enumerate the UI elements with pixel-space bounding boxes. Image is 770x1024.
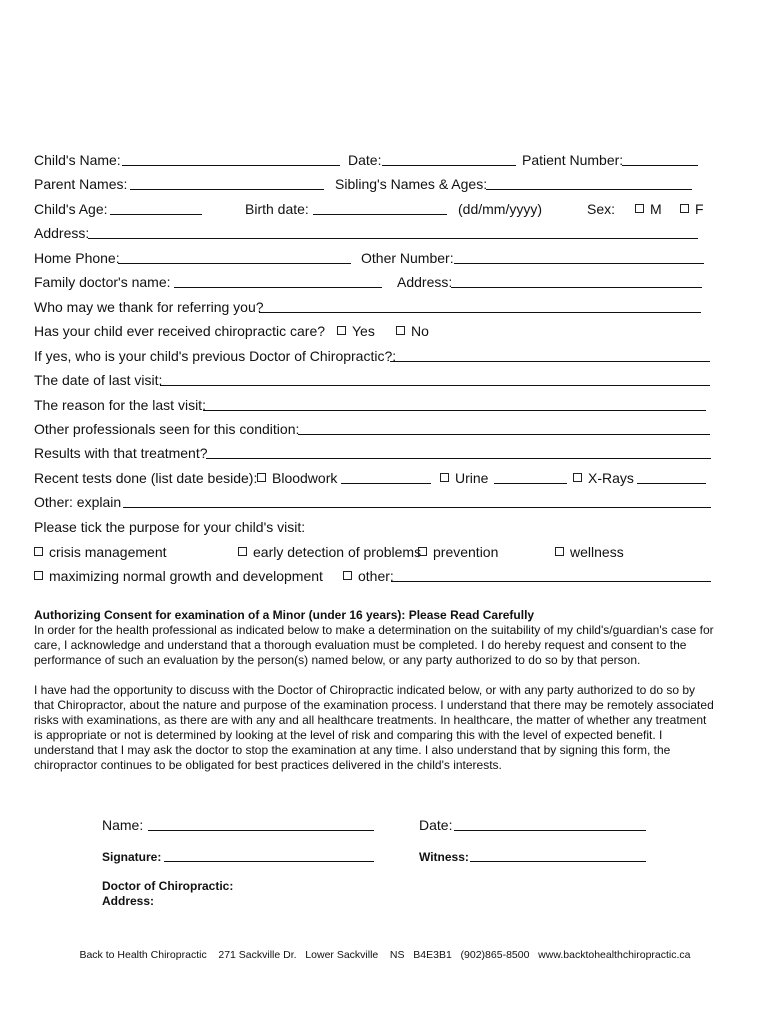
sign-date-label: Date:	[419, 817, 453, 833]
sign-date-field[interactable]	[454, 830, 646, 831]
checkbox-icon	[396, 326, 405, 335]
name-field[interactable]	[148, 830, 374, 831]
consent-heading: Authorizing Consent for examination of a Minor (under 16 years): Please Read Carefully	[34, 608, 535, 622]
siblings-field[interactable]	[486, 189, 692, 190]
prior-care-no-checkbox[interactable]: No	[396, 321, 429, 341]
other-purpose-checkbox[interactable]: other:	[343, 566, 394, 586]
prior-care-yes-checkbox[interactable]: Yes	[337, 321, 375, 341]
other-purpose-field[interactable]	[391, 581, 711, 582]
checkbox-icon	[635, 204, 644, 213]
previous-doctor-label: If yes, who is your child's previous Doctor of Chiropractic?:	[34, 348, 397, 364]
wellness-checkbox[interactable]: wellness	[555, 542, 624, 562]
patient-number-label: Patient Number:	[522, 152, 624, 168]
clinic-footer: Back to Health Chiropractic 271 Sackville Dr. Lower Sackville NS B4E3B1 (902)865-8500 www.backtohealthchiropractic.ca	[79, 949, 691, 961]
checkbox-icon	[573, 473, 582, 482]
sex-label: Sex:	[587, 201, 616, 217]
last-visit-reason-field[interactable]	[203, 410, 706, 411]
doctor-label: Doctor of Chiropractic:	[102, 879, 234, 893]
last-visit-reason-label: The reason for the last visit:	[34, 397, 206, 413]
other-number-field[interactable]	[454, 263, 704, 264]
patient-number-field[interactable]	[622, 165, 698, 166]
purpose-prompt-label: Please tick the purpose for your child's visit:	[34, 519, 306, 535]
last-visit-date-field[interactable]	[160, 385, 710, 386]
bloodwork-checkbox[interactable]: Bloodwork	[257, 468, 337, 488]
birth-date-field[interactable]	[313, 214, 447, 215]
checkbox-icon	[34, 547, 43, 556]
date-field[interactable]	[382, 165, 516, 166]
parent-names-label: Parent Names:	[34, 176, 128, 192]
childs-age-field[interactable]	[110, 214, 202, 215]
address-label: Address:	[34, 225, 90, 241]
other-explain-label: Other: explain	[34, 494, 122, 510]
referral-field[interactable]	[259, 312, 701, 313]
bloodwork-date-field[interactable]	[341, 483, 431, 484]
consent-paragraph-1: In order for the health professional as indicated below to make a determination on the suitability of my child's/guardian's case for care, I acknowledge and understand that a thorough evaluation must be completed. I do hereby request and consent to the performance of such an evaluation by the person(s) named below, or any party authorized to do so by that person.	[34, 623, 714, 667]
doctor-address-sign-label: Address:	[102, 894, 155, 908]
sex-m-checkbox[interactable]: M	[635, 199, 662, 219]
xrays-date-field[interactable]	[637, 483, 706, 484]
home-phone-label: Home Phone:	[34, 250, 120, 266]
checkbox-icon	[343, 571, 352, 580]
consent-section	[34, 608, 718, 773]
urine-checkbox[interactable]: Urine	[440, 468, 488, 488]
witness-field[interactable]	[470, 861, 646, 862]
doctor-address-label: Address:	[397, 274, 453, 290]
results-label: Results with that treatment?	[34, 445, 208, 461]
signature-field[interactable]	[164, 861, 374, 862]
xrays-checkbox[interactable]: X-Rays	[573, 468, 634, 488]
checkbox-icon	[238, 547, 247, 556]
birth-date-label: Birth date:	[245, 201, 309, 217]
witness-label: Witness:	[419, 850, 469, 864]
parent-names-field[interactable]	[130, 189, 324, 190]
childs-age-label: Child's Age:	[34, 201, 108, 217]
checkbox-icon	[680, 204, 689, 213]
doctor-address-field[interactable]	[451, 287, 702, 288]
date-format-hint: (dd/mm/yyyy)	[458, 201, 542, 217]
other-professionals-label: Other professionals seen for this condition:	[34, 421, 300, 437]
family-doctor-field[interactable]	[174, 287, 382, 288]
siblings-label: Sibling's Names & Ages:	[335, 176, 488, 192]
prevention-checkbox[interactable]: prevention	[418, 542, 498, 562]
other-number-label: Other Number:	[361, 250, 454, 266]
checkbox-icon	[440, 473, 449, 482]
checkbox-icon	[257, 473, 266, 482]
results-field[interactable]	[206, 458, 711, 459]
checkbox-icon	[418, 547, 427, 556]
family-doctor-label: Family doctor's name:	[34, 274, 171, 290]
checkbox-icon	[34, 571, 43, 580]
previous-doctor-field[interactable]	[390, 361, 710, 362]
name-label: Name:	[102, 817, 144, 833]
checkbox-icon	[337, 326, 346, 335]
maximizing-growth-checkbox[interactable]: maximizing normal growth and development	[34, 566, 323, 586]
crisis-management-checkbox[interactable]: crisis management	[34, 542, 167, 562]
childs-name-label: Child's Name:	[34, 152, 121, 168]
last-visit-date-label: The date of last visit:	[34, 372, 163, 388]
other-explain-field[interactable]	[123, 507, 711, 508]
other-professionals-field[interactable]	[298, 434, 710, 435]
sex-f-checkbox[interactable]: F	[680, 199, 704, 219]
home-phone-field[interactable]	[118, 263, 351, 264]
childs-name-field[interactable]	[122, 165, 340, 166]
urine-date-field[interactable]	[494, 483, 567, 484]
address-field[interactable]	[88, 238, 698, 239]
early-detection-checkbox[interactable]: early detection of problems	[238, 542, 421, 562]
recent-tests-label: Recent tests done (list date beside):	[34, 470, 258, 486]
date-label: Date:	[348, 152, 382, 168]
signature-label: Signature:	[102, 850, 162, 864]
consent-paragraph-2: I have had the opportunity to discuss with the Doctor of Chiropractic indicated below, or with any party authorized to do so by that Chiropractor, about the nature and purpose of the examination process. I understand that there may be remotely associated risks with examinations, as there are with any and all healthcare treatments. In healthcare, the matter of whether any treatment is appropriate or not is determined by looking at the level of risk and comparing this with the level of expected benefit. I understand that I may ask the doctor to stop the examination at any time. I also understand that by signing this form, the chiropractor continues to be obligated for best practices delivered in the child's interests.	[34, 683, 714, 772]
prior-care-label: Has your child ever received chiropractic care?	[34, 323, 326, 339]
checkbox-icon	[555, 547, 564, 556]
referral-label: Who may we thank for referring you?	[34, 299, 264, 315]
